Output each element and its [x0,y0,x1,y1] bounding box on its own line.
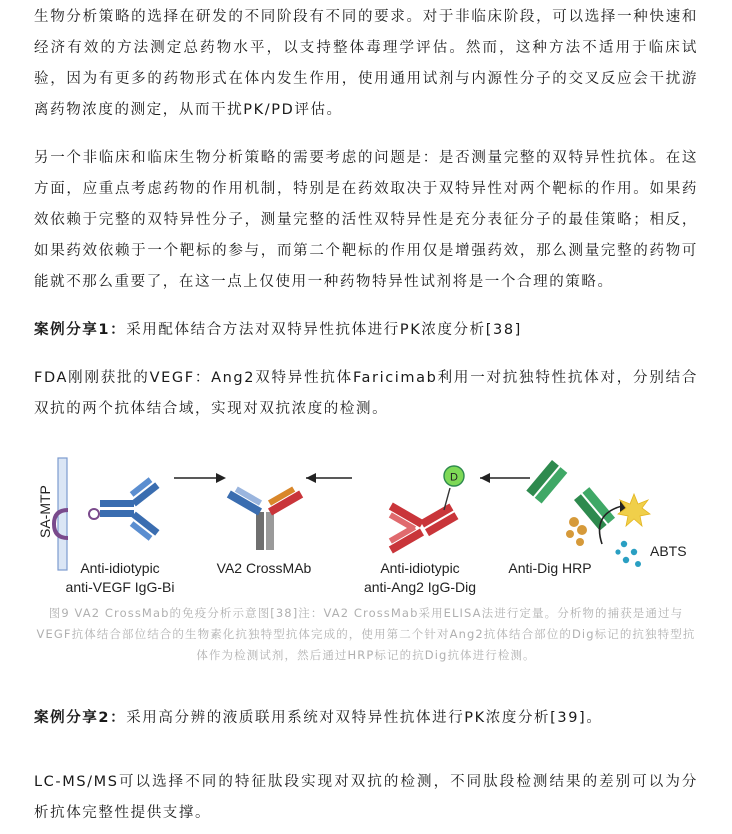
hrp-enzyme-icon [569,517,579,527]
paragraph-faricimab: FDA刚刚获批的VEGF：Ang2双特异性抗体Faricimab利用一对抗独特性抗体对，分别结合双抗的两个抗体结合域，实现对双抗浓度的检测。 [34,370,698,417]
abts-label: ABTS [650,543,687,559]
fc-heavy-top [100,500,134,507]
capture-antibody [54,476,159,542]
label-crossmab: VA2 CrossMAb [216,560,312,576]
case-2-title: 案例分享2： [34,710,127,726]
label-anti-ang2-line2: anti-Ang2 IgG-Dig [363,579,477,595]
case-1-heading [34,315,698,346]
immunoassay-diagram [34,452,698,602]
label-anti-vegf-line2: anti-VEGF IgG-Bi [65,579,175,595]
plate-label: SA-MTP [37,485,53,538]
paragraph-lcms: LC-MS/MS可以选择不同的特征肽段实现对双抗的检测，不同肽段检测结果的差别可以为分析抗体完整性提供支撑。 [34,774,698,821]
case-1-text: 采用配体结合方法对双特异性抗体进行PK浓度分析[38] [126,322,522,338]
figure-caption: 图9 VA2 CrossMab的免疫分析示意图[38]注：VA2 CrossMab采用ELISA法进行定量。分析物的捕获是通过与VEGF抗体结合部位结合的生物素化抗独特型抗体完成的，使用第二个针对Ang2抗体结合部位的Dig标记的抗独特型抗体作为检测试剂，然后通过HRP标记的抗Dig抗体进行检测。 [36,606,696,662]
label-anti-dig-hrp: Anti-Dig HRP [508,560,592,576]
label-anti-ang2-line1: Anti-idiotypic [380,560,460,576]
case-1-title: 案例分享1： [34,322,127,338]
crossmab-antibody [227,484,303,550]
abts-dots [615,541,641,567]
anti-dig-hrp-antibody [526,460,615,546]
immunoassay-figure [34,452,698,602]
biotin-icon [89,509,99,519]
case-2-heading [34,703,698,734]
fc-heavy-bottom [100,510,134,517]
paragraph-intact-bispecific: 另一个非临床和临床生物分析策略的需要考虑的问题是：是否测量完整的双特异性抗体。在这方面，应重点考虑药物的作用机制，特别是在药效取决于双特异性对两个靶标的作用。如果药效依赖于完整的双特异性分子，测量完整的活性双特异性是充分表征分子的最佳策略；相反，如果药效依赖于一个靶标的参与，而第二个靶标的作用仅是增强药效，那么测量完整的药物可能就不那么重要了，在这一点上仅使用一种药物特异性试剂将是一个合理的策略。 [34,150,698,290]
dig-badge-label: D [450,471,458,484]
arrow-3 [480,473,530,483]
detection-antibody [385,466,464,553]
case-2-text: 采用高分辨的液质联用系统对双特异性抗体进行PK浓度分析[39]。 [126,710,603,726]
arrow-2 [306,473,352,483]
paragraph-strategy-stages: 生物分析策略的选择在研发的不同阶段有不同的要求。对于非临床阶段，可以选择一种快速和经济有效的方法测定总药物水平，以支持整体毒理学评估。然而，这种方法不适用于临床试验，因为有更多的药物形式在体内发生作用，使用通用试剂与内源性分子的交叉反应会干扰游离药物浓度的测定，从而干扰PK/PD评估。 [34,9,698,118]
arrow-1 [174,473,226,483]
signal-star-icon [618,494,650,526]
label-anti-vegf-line1: Anti-idiotypic [80,560,160,576]
